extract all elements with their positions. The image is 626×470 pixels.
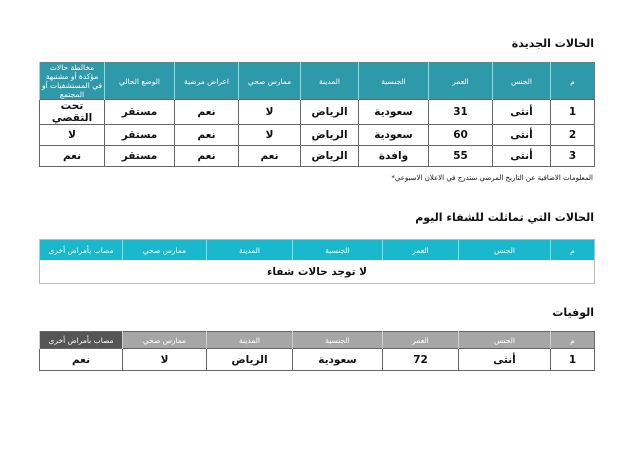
col-header-age: العمر [383,240,459,261]
cell: مستقر [105,100,175,125]
col-header-gender: الجنس [459,332,551,349]
cell: الرياض [301,146,359,167]
table-row [40,146,595,167]
cell: 55 [429,146,493,167]
col-header-index: م [551,332,595,349]
col-header-symptoms: اعراض مرضية [175,63,239,100]
cell: نعم [40,146,105,167]
deaths-table [39,331,595,371]
new-cases-title: الحالات الجديدة [511,37,594,50]
cell: مستقر [105,146,175,167]
cell: الرياض [301,100,359,125]
cell: 2 [551,125,595,146]
col-header-index: م [551,63,595,100]
col-header-health-worker: ممارس صحي [123,240,207,261]
cell: 31 [429,100,493,125]
cell: لا [239,125,301,146]
deaths-title: الوفيات [552,306,594,319]
cell: أنثى [493,125,551,146]
cell: لا [40,125,105,146]
cell: سعودية [293,349,383,371]
col-header-nationality: الجنسية [293,240,383,261]
cell: أنثى [493,146,551,167]
col-header-nationality: الجنسية [293,332,383,349]
cell: أنثى [493,100,551,125]
cell: نعم [40,349,123,371]
recoveries-title: الحالات التي تماثلت للشفاء اليوم [415,211,594,224]
table-header-row [40,240,595,261]
cell: تحت التقصي [40,100,105,125]
table-row [40,349,595,371]
cell: نعم [175,146,239,167]
table-header-row [40,332,595,349]
cell: 1 [551,349,595,371]
col-header-gender: الجنس [459,240,551,261]
col-header-other-diseases: مصاب بأمراض أخرى [40,240,123,261]
cell: نعم [239,146,301,167]
col-header-health-worker: ممارس صحي [123,332,207,349]
cell: 60 [429,125,493,146]
recoveries-table [39,239,595,284]
cell: لا [239,100,301,125]
footnote: المعلومات الاضافية عن التاريخ المرضي ستدرج في الاعلان الاسبوعي* [391,174,593,182]
cell: الرياض [207,349,293,371]
col-header-gender: الجنس [493,63,551,100]
col-header-city: المدينة [207,332,293,349]
table-row [40,100,595,125]
table-row [40,260,595,284]
col-header-health-worker: ممارس صحي [239,63,301,100]
cell: 1 [551,100,595,125]
cell: لا [123,349,207,371]
col-header-index: م [551,240,595,261]
table-row [40,125,595,146]
col-header-city: المدينة [207,240,293,261]
cell: نعم [175,100,239,125]
col-header-age: العمر [383,332,459,349]
col-header-status: الوضع الحالي [105,63,175,100]
empty-message: لا توجد حالات شفاء [266,265,368,278]
col-header-contact: مخالطة حالات مؤكدة أو مشتبهة في المستشفيات أو المجتمع [40,63,105,100]
col-header-age: العمر [429,63,493,100]
col-header-nationality: الجنسية [359,63,429,100]
col-header-other-diseases: مصاب بأمراض أخرى [40,332,123,349]
new-cases-table [39,62,595,167]
cell: سعودية [359,125,429,146]
cell: أنثى [459,349,551,371]
cell: وافدة [359,146,429,167]
cell: مستقر [105,125,175,146]
cell: سعودية [359,100,429,125]
cell: نعم [175,125,239,146]
cell: 72 [383,349,459,371]
cell: 3 [551,146,595,167]
table-header-row [40,63,595,100]
cell: الرياض [301,125,359,146]
col-header-city: المدينة [301,63,359,100]
